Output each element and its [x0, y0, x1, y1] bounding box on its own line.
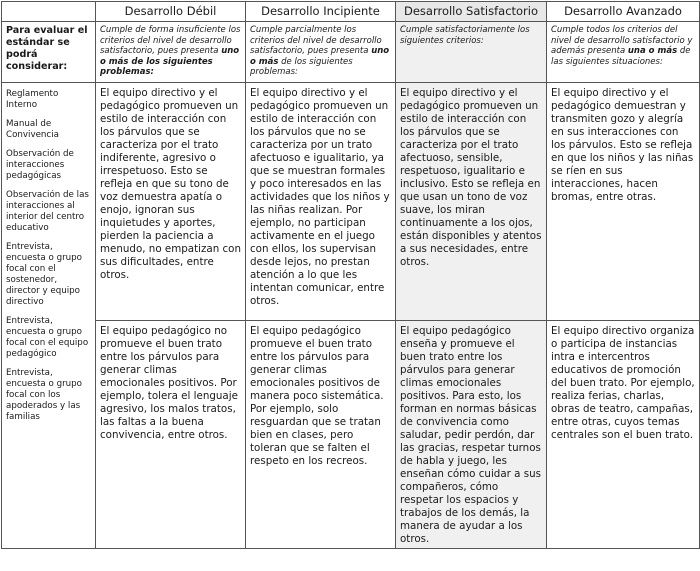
- source-item: Reglamento Interno: [6, 88, 59, 110]
- content-row-2: [2, 320, 700, 548]
- criteria-satisfactorio: Cumple satisfactoriamente los siguientes criterios:: [396, 22, 547, 83]
- header-desarrollo-satisfactorio: Desarrollo Satisfactorio: [396, 2, 547, 22]
- criteria-incipiente-tail: de los siguientes problemas:: [250, 56, 353, 77]
- row-label: Para evaluar el estándar se podrá considerar:: [2, 22, 96, 83]
- cell-debil-1: El equipo directivo y el pedagógico promueven un estilo de interacción con los párvulos que se caracteriza por el trato indiferente, agresivo o irrespetuoso. Esto se refleja en que su tono de voz demuestra apatía o enojo, ignoran sus inquietudes y aportes, pierden la paciencia a menudo, no empatizan con sus dificultades, entre otros.: [96, 82, 246, 320]
- header-desarrollo-debil: Desarrollo Débil: [96, 2, 246, 22]
- source-item: Entrevista, encuesta o grupo focal con el sostenedor, director y equipo directivo: [6, 241, 82, 307]
- criteria-avanzado-tail: de las siguientes situaciones:: [551, 46, 691, 67]
- sources-list: [2, 82, 96, 548]
- cell-satisfactorio-2: El equipo pedagógico enseña y promueve el buen trato entre los párvulos para generar climas emocionales positivos. Para esto, los forman en normas básicas de convivencia como saludar, pedir perdón, dar las gracias, respetar turnos de habla y juego, les enseñan cómo cuidar a sus compañeros, cómo respetar los espacios y trabajos de los demás, la manera de ayudar a los otros.: [396, 320, 547, 548]
- source-item: Observación de las interacciones al interior del centro educativo: [6, 189, 89, 233]
- header-empty: [2, 2, 96, 22]
- source-item: Manual de Convivencia: [6, 118, 59, 140]
- header-desarrollo-incipiente: Desarrollo Incipiente: [246, 2, 396, 22]
- criteria-incipiente-text: Cumple parcialmente los criterios del nivel de desarrollo satisfactorio, pues presenta: [250, 25, 382, 56]
- criteria-row: [2, 22, 700, 83]
- source-item: Entrevista, encuesta o grupo focal con los apoderados y las familias: [6, 367, 82, 422]
- criteria-avanzado: [547, 22, 700, 83]
- cell-debil-2: El equipo pedagógico no promueve el buen trato entre los párvulos para generar climas emocionales positivos. Por ejemplo, tolera el lenguaje agresivo, los malos tratos, las faltas a la buena convivencia, entre otros.: [96, 320, 246, 548]
- criteria-incipiente-bold: uno o más: [250, 46, 390, 67]
- content-row-1: [2, 82, 700, 320]
- cell-satisfactorio-1: El equipo directivo y el pedagógico promueven un estilo de interacción con los párvulos que se caracteriza por el trato afectuoso, sensible, respetuoso, igualitario e inclusivo. Esto se refleja en que usan un tono de voz suave, los miran continuamente a los ojos, están disponibles y atentos a sus necesidades, entre otros.: [396, 82, 547, 320]
- criteria-incipiente: [246, 22, 396, 83]
- source-item: Observación de interacciones pedagógicas: [6, 148, 74, 181]
- criteria-avanzado-bold: una o más: [627, 46, 678, 56]
- criteria-debil: [96, 22, 246, 83]
- cell-avanzado-1: El equipo directivo y el pedagógico demuestran y transmiten gozo y alegría en sus interacciones con los párvulos. Esto se refleja en que los niños y las niñas se ríen en sus interacciones, hacen bromas, entre otras.: [547, 82, 700, 320]
- criteria-avanzado-text: Cumple todos los criterios del nivel de desarrollo satisfactorio y además presenta: [551, 25, 693, 56]
- source-item: Entrevista, encuesta o grupo focal con el equipo pedagógico: [6, 315, 89, 359]
- header-row: [2, 2, 700, 22]
- standards-table: [1, 1, 700, 549]
- cell-incipiente-2: El equipo pedagógico promueve el buen trato entre los párvulos para generar climas emocionales positivos de manera poco sistemática. Por ejemplo, solo resguardan que se tratan bien en clases, pero toleran que se falten el respeto en los recreos.: [246, 320, 396, 548]
- cell-avanzado-2: El equipo directivo organiza o participa de instancias intra e intercentros educativos de promoción del buen trato. Por ejemplo, realiza ferias, charlas, obras de teatro, campañas, entre otras, cuyos temas centrales son el buen trato.: [547, 320, 700, 548]
- criteria-debil-text: Cumple de forma insuficiente los criterios del nivel de desarrollo satisfactorio, pues presenta: [100, 25, 241, 56]
- criteria-debil-bold: uno o más de los siguientes problemas:: [100, 46, 240, 77]
- header-desarrollo-avanzado: Desarrollo Avanzado: [547, 2, 700, 22]
- cell-incipiente-1: El equipo directivo y el pedagógico promueven un estilo de interacción con los párvulos que no se caracteriza por un trato afectuoso e igualitario, ya que se muestran formales y poco interesados en las actividades que los niños y las niñas realizan. Por ejemplo, no participan activamente en el juego con ellos, los supervisan desde lejos, no prestan atención a lo que les intentan comunicar, entre otros.: [246, 82, 396, 320]
